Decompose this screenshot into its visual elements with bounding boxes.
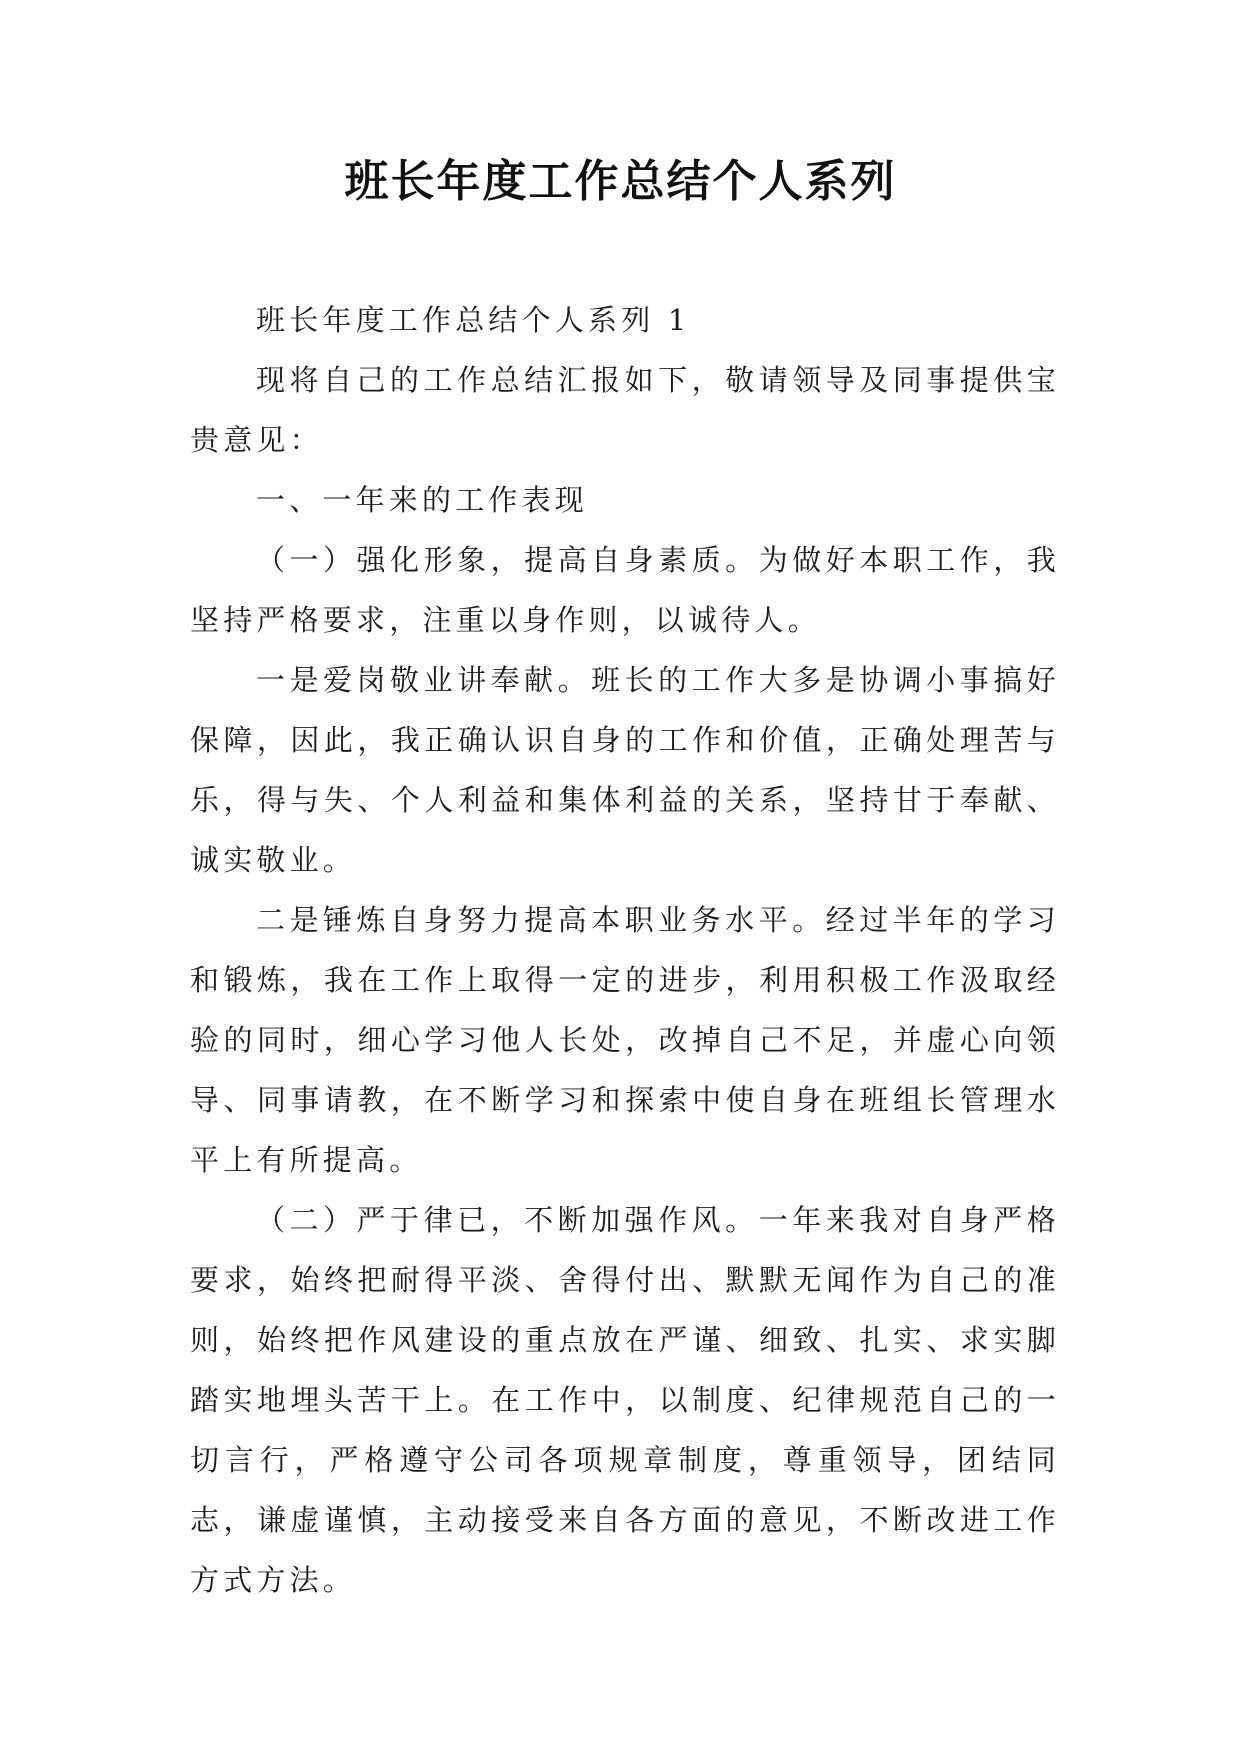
paragraph-subtitle: 班长年度工作总结个人系列 1	[256, 303, 691, 337]
section-heading: 一、一年来的工作表现	[256, 483, 589, 517]
paragraph-item-2: （二）严于律已，不断加强作风。一年来我对自身严格要求，始终把耐得平淡、舍得付出、默默无闻作为自己的准则，始终把作风建设的重点放在严谨、细致、扎实、求实脚踏实地埋头苦干上。在工作中，以制度、纪律规范自己的一切言行，严格遵守公司各项规章制度，尊重领导，团结同志，谦虚谨慎，主动接受来自各方面的意见，不断改进工作方式方法。	[190, 1203, 1060, 1597]
paragraph-intro: 现将自己的工作总结汇报如下，敬请领导及同事提供宝贵意见：	[190, 363, 1060, 457]
document-body	[190, 290, 1060, 1610]
document-title: 班长年度工作总结个人系列	[344, 156, 897, 207]
paragraph-item-1: （一）强化形象，提高自身素质。为做好本职工作，我坚持严格要求，注重以身作则，以诚待人。	[190, 543, 1060, 637]
paragraph-point-2: 二是锤炼自身努力提高本职业务水平。经过半年的学习和锻炼，我在工作上取得一定的进步，利用积极工作汲取经验的同时，细心学习他人长处，改掉自己不足，并虚心向领导、同事请教，在不断学习和探索中使自身在班组长管理水平上有所提高。	[190, 903, 1060, 1177]
paragraph-point-1: 一是爱岗敬业讲奉献。班长的工作大多是协调小事搞好保障，因此，我正确认识自身的工作和价值，正确处理苦与乐，得与失、个人利益和集体利益的关系，坚持甘于奉献、诚实敬业。	[190, 663, 1060, 877]
